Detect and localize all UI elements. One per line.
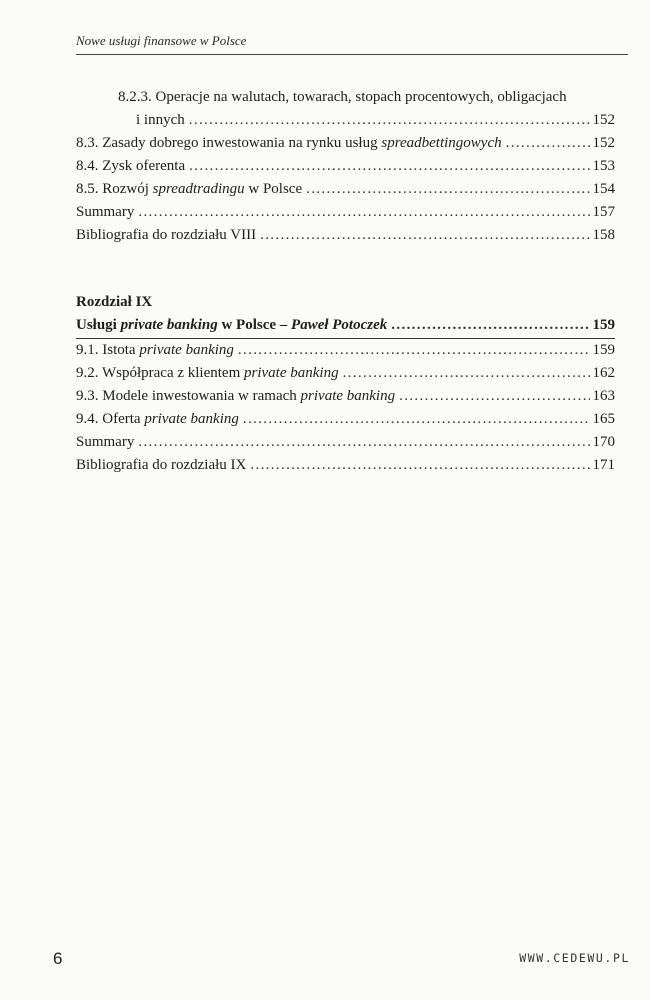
dot-leader: [243, 408, 590, 431]
toc-entry-label: i innych: [136, 112, 185, 128]
toc-entry-9-1[interactable]: [76, 339, 615, 362]
toc-page-number: 171: [592, 457, 615, 473]
running-header: Nowe usługi finansowe w Polsce: [76, 33, 247, 48]
toc-entry-label: 8.5. Rozwój spreadtradingu w Polsce: [76, 181, 303, 197]
dot-leader: [343, 362, 590, 385]
dot-leader: [391, 314, 589, 337]
toc-page-number: 162: [592, 365, 615, 381]
publisher-url: WWW.CEDEWU.PL: [519, 951, 630, 965]
toc-entry-bibliography-8[interactable]: [76, 224, 615, 247]
toc-page-number: 158: [592, 227, 615, 243]
toc-entry-8-5[interactable]: [76, 178, 615, 201]
toc-page-number: 154: [592, 181, 615, 197]
dot-leader: [138, 431, 589, 454]
toc-page-number: 165: [592, 411, 615, 427]
toc-page-number: 159: [592, 317, 615, 333]
toc-entry-9-3[interactable]: [76, 385, 615, 408]
toc-entry-label: 9.1. Istota private banking: [76, 342, 234, 358]
toc-entry-label: 9.4. Oferta private banking: [76, 411, 239, 427]
dot-leader: [260, 224, 589, 247]
toc-page-number: 170: [592, 434, 615, 450]
toc-entry-label: Summary: [76, 434, 135, 450]
toc-entry-label: 8.4. Zysk oferenta: [76, 158, 186, 174]
dot-leader: [250, 454, 589, 477]
dot-leader: [189, 109, 590, 132]
page-number: 6: [53, 949, 63, 968]
toc-page-number: 159: [592, 342, 615, 358]
toc-entry-label: Bibliografia do rozdziału IX: [76, 457, 247, 473]
toc-entry-8-2-3-line1: 8.2.3. Operacje na walutach, towarach, stopach procentowych, obligacjach: [118, 89, 567, 105]
toc-page-number: 163: [592, 388, 615, 404]
toc-entry-chapter-9-title[interactable]: [76, 314, 615, 337]
toc-section-chapter-9: [76, 291, 615, 477]
toc-entry-8-4[interactable]: [76, 155, 615, 178]
toc-page-number: 152: [592, 112, 615, 128]
toc-section-chapter-8: [76, 86, 615, 247]
dot-leader: [189, 155, 589, 178]
toc-page-number: 157: [592, 204, 615, 220]
toc-page-number: 152: [592, 135, 615, 151]
toc-entry-label: 9.2. Współpraca z klientem private banking: [76, 365, 339, 381]
dot-leader: [399, 385, 589, 408]
toc-page-number: 153: [592, 158, 615, 174]
toc-entry-label: Bibliografia do rozdziału VIII: [76, 227, 257, 243]
dot-leader: [306, 178, 589, 201]
dot-leader: [238, 339, 590, 362]
toc-entry-label: 8.3. Zasady dobrego inwestowania na rynku usług spreadbettingowych: [76, 135, 502, 151]
toc-entry-8-3[interactable]: [76, 132, 615, 155]
toc-entry-label: Summary: [76, 204, 135, 220]
dot-leader: [506, 132, 590, 155]
header-rule: [76, 54, 628, 55]
dot-leader: [138, 201, 589, 224]
toc-entry-label: Usługi private banking w Polsce – Paweł Potoczek: [76, 317, 388, 333]
toc-entry-label: 9.3. Modele inwestowania w ramach private banking: [76, 388, 396, 404]
toc-entry-summary-9[interactable]: [76, 431, 615, 454]
toc-entry-bibliography-9[interactable]: [76, 454, 615, 477]
toc-entry-summary-8[interactable]: [76, 201, 615, 224]
toc-entry-9-4[interactable]: [76, 408, 615, 431]
chapter-label: Rozdział IX: [76, 294, 153, 310]
toc-entry-9-2[interactable]: [76, 362, 615, 385]
toc-entry-8-2-3[interactable]: [76, 109, 615, 132]
